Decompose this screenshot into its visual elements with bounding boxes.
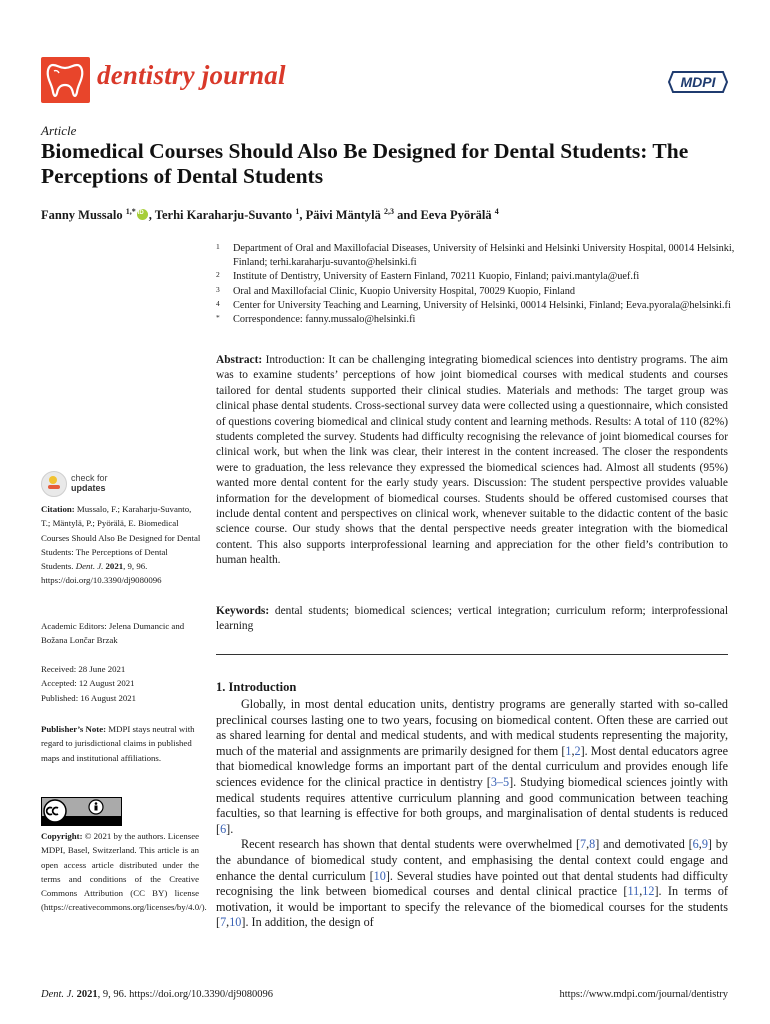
citation-ref-link[interactable]: 3–5 (490, 774, 510, 789)
affiliation-text: Correspondence: fanny.mussalo@helsinki.fi (233, 314, 416, 326)
intro-body (216, 697, 728, 931)
affiliation-number: 2 (216, 270, 220, 280)
paragraph-text: ]. Several studies have pointed out that dental students had difficulty recognising the link between biomedical courses and dental clinical practice [ (216, 868, 728, 899)
affiliation-text: Department of Oral and Maxillofacial Diseases, University of Helsinki and Helsinki University Hospital, 00014 Helsinki, Finland; terhi.karaharju-suvanto@helsinki.fi (233, 243, 735, 269)
copyright-text: © 2021 by the authors. Licensee MDPI, Basel, Switzerland. This article is an open access article distributed under the terms and conditions of the Creative Commons Attribution (CC BY) license (https://creativecommons.org/licenses/by/4.0/). (41, 831, 207, 913)
citation-ref-link[interactable]: 2 (574, 743, 581, 758)
citation-block (41, 502, 201, 588)
citation-ref-link[interactable]: 10 (373, 868, 386, 883)
publisher-note (41, 722, 201, 765)
abstract (216, 353, 728, 569)
article-title: Biomedical Courses Should Also Be Designed for Dental Students: The Perceptions of Dental Students (41, 139, 689, 188)
affiliation-text: Institute of Dentistry, University of Eastern Finland, 70211 Kuopio, Finland; paivi.mantyla@uef.fi (233, 271, 640, 283)
citation-ref-link[interactable]: 7 (220, 915, 227, 930)
paragraph-text: Globally, in most dental education units, dentistry programs are generally started with so-called preclinical courses lasting one to two years, focusing on biomedical content. Often these are carried out as shared learning for dental and medical students, and with medical students representing the majority, much of the material and assignments are primarily designed for them [ (216, 697, 728, 758)
affiliation-text: Oral and Maxillofacial Clinic, Kuopio University Hospital, 70029 Kuopio, Finland (233, 285, 576, 297)
paragraph-text: , (639, 884, 643, 899)
keywords-text: dental students; biomedical sciences; vertical integration; curriculum reform; interprofessional learning (216, 605, 728, 633)
check-for-updates-button[interactable] (41, 471, 161, 497)
paragraph-text: ]. Most dental educators agree that biomedical knowledge forms an important part of the dental curriculum and provides enough life sciences evidence for the clinical practice in dentistry [ (216, 743, 728, 789)
copyright-notice (41, 829, 207, 915)
check-updates-line2: updates (71, 483, 106, 493)
citation-volume: , 9, 96. (123, 561, 148, 572)
paragraph-text: , (226, 915, 230, 930)
paragraph-text: , (698, 837, 702, 852)
keywords-label: Keywords: (216, 605, 270, 617)
citation-journal: Dent. J. (75, 561, 104, 572)
published-date: Published: 16 August 2021 (41, 692, 137, 703)
affiliation-item (216, 299, 736, 313)
paragraph-text: ]. Studying biomedical sciences jointly with medical students requires attentive curriculum planning and good communication between teaching faculties, so that learning is effective for both groups, and marginalisation of dental students is reduced [ (216, 774, 728, 836)
citation-ref-link[interactable]: 12 (642, 884, 655, 899)
intro-paragraph-1 (216, 697, 728, 837)
orcid-icon[interactable] (137, 209, 148, 220)
footer-journal: Dent. J. (41, 989, 74, 1000)
abstract-label: Abstract: (216, 354, 263, 366)
footer-citation (41, 989, 273, 1000)
affiliation-number: * (216, 313, 220, 323)
affiliation-item (216, 285, 736, 299)
citation-ref-link[interactable]: 7 (580, 837, 587, 852)
academic-editors: Academic Editors: Jelena Dumancic and Božana Lončar Brzak (41, 621, 185, 646)
author-name: Päivi Mäntylä (305, 208, 385, 223)
publisher-note-label: Publisher’s Note: (41, 724, 107, 734)
author-name: Terhi Karaharju-Suvanto (154, 208, 296, 223)
citation-label: Citation: (41, 504, 75, 514)
author-separator: , (299, 208, 306, 223)
citation-doi-link[interactable]: https://doi.org/10.3390/dj9080096 (41, 575, 162, 586)
paragraph-text: Recent research has shown that dental students were overwhelmed [ (241, 837, 580, 852)
affiliation-item (216, 313, 736, 327)
journal-name: dentistry journal (97, 60, 286, 90)
citation-year: 2021 (105, 561, 124, 572)
affiliation-number: 3 (216, 284, 220, 294)
copyright-label: Copyright: (41, 831, 83, 841)
cc-by-license-icon[interactable] (41, 797, 122, 826)
author-affiliation-marker: 1,* (125, 207, 136, 216)
author-separator: , (148, 208, 155, 223)
received-date: Received: 28 June 2021 (41, 664, 126, 674)
author-separator: and (394, 208, 421, 223)
tooth-icon (41, 57, 90, 103)
check-updates-line1: check for (71, 473, 108, 483)
footer-doi[interactable]: , 9, 96. https://doi.org/10.3390/dj9080096 (97, 989, 273, 1000)
footer-journal-url[interactable]: https://www.mdpi.com/journal/dentistry (559, 989, 728, 1000)
citation-ref-link[interactable]: 11 (627, 884, 640, 899)
paragraph-text: ]. (226, 821, 234, 836)
mdpi-logo[interactable] (667, 70, 729, 99)
affiliation-number: 4 (216, 298, 220, 308)
citation-text: Mussalo, F.; Karaharju-Suvanto, T.; Mäntylä, P.; Pyörälä, E. Biomedical Courses Should Also Be Designed for Dental Students: The Perceptions of Dental Students. (41, 504, 201, 572)
intro-heading: 1. Introduction (216, 680, 297, 694)
paragraph-text: , (586, 837, 590, 852)
paragraph-text: ]. In addition, the design of (241, 915, 374, 930)
section-divider (216, 654, 728, 655)
mdpi-logo-text: MDPI (680, 74, 716, 90)
citation-ref-link[interactable]: 1 (565, 743, 572, 758)
author-affiliation-marker: 1 (295, 207, 300, 216)
intro-paragraph-2 (216, 837, 728, 931)
accepted-date: Accepted: 12 August 2021 (41, 678, 135, 689)
affiliation-number: 1 (216, 242, 220, 251)
paragraph-text: ]. In terms of motivation, it would be important to specify the relevance of the biomedical courses for the students [ (216, 884, 728, 930)
affiliation-text: Center for University Teaching and Learning, University of Helsinki, 00014 Helsinki, Finland; Eeva.pyorala@helsinki.fi (233, 299, 731, 311)
keywords (216, 604, 728, 635)
citation-ref-link[interactable]: 9 (701, 837, 708, 852)
publication-dates (41, 662, 201, 705)
footer-year: 2021 (76, 989, 98, 1000)
paragraph-text: ] and demotivated [ (595, 837, 693, 852)
affiliation-item (216, 270, 736, 284)
citation-ref-link[interactable]: 10 (229, 915, 242, 930)
author-affiliation-marker: 2,3 (384, 207, 395, 216)
paragraph-text: ] by the abundance of biomedical study content, and emphasising the dental context could engage and enhance the dental curriculum [ (216, 837, 728, 883)
affiliations (216, 242, 736, 327)
author-name: Fanny Mussalo (41, 208, 126, 223)
paragraph-text: , (571, 743, 575, 758)
article-type: Article (41, 123, 77, 138)
abstract-text: Introduction: It can be challenging integrating biomedical sciences into dentistry programs. The aim was to examine students’ perceptions of how joint biomedical courses with medical students and courses tailored for dental students supported their clinical studies. Materials and methods: The target group was clinical phase dental students. Cross-sectional survey data were collected using a questionnaire, which consisted of questions covering biomedical and clinical study content and learning methods. Results: A total of 110 (82%) students completed the survey. Students had difficulty recognising the relevance of joint biomedical courses for clinical work, but when the link was clear, their interest in the content increased. The closer the respondents were to graduation, the less relevance they expressed the biomedical sciences had. Almost all students (95%) wanted more dental content for the early study years. Discussion: The student perspective provides valuable information for the development of biomedical courses. Students should be offered customised courses that include dental content and perspectives on clinical work, whenever suitable to the didactic content of the basic science course. Our study shows that the dental perspective needs greater integration with the biomedical content. This also supports interprofessional learning and appreciation for the other field’s contribution to human health. (216, 354, 728, 567)
author-affiliation-marker: 4 (494, 207, 499, 216)
journal-logo (41, 57, 90, 103)
citation-ref-link[interactable]: 6 (692, 837, 699, 852)
check-updates-icon (41, 471, 67, 497)
citation-ref-link[interactable]: 8 (589, 837, 596, 852)
citation-ref-link[interactable]: 6 (220, 821, 227, 836)
affiliation-item (216, 242, 736, 270)
author-list (41, 207, 499, 223)
author-name: Eeva Pyörälä (420, 208, 495, 223)
publisher-note-text: MDPI stays neutral with regard to jurisdictional claims in published maps and institutional affiliations. (41, 724, 195, 763)
